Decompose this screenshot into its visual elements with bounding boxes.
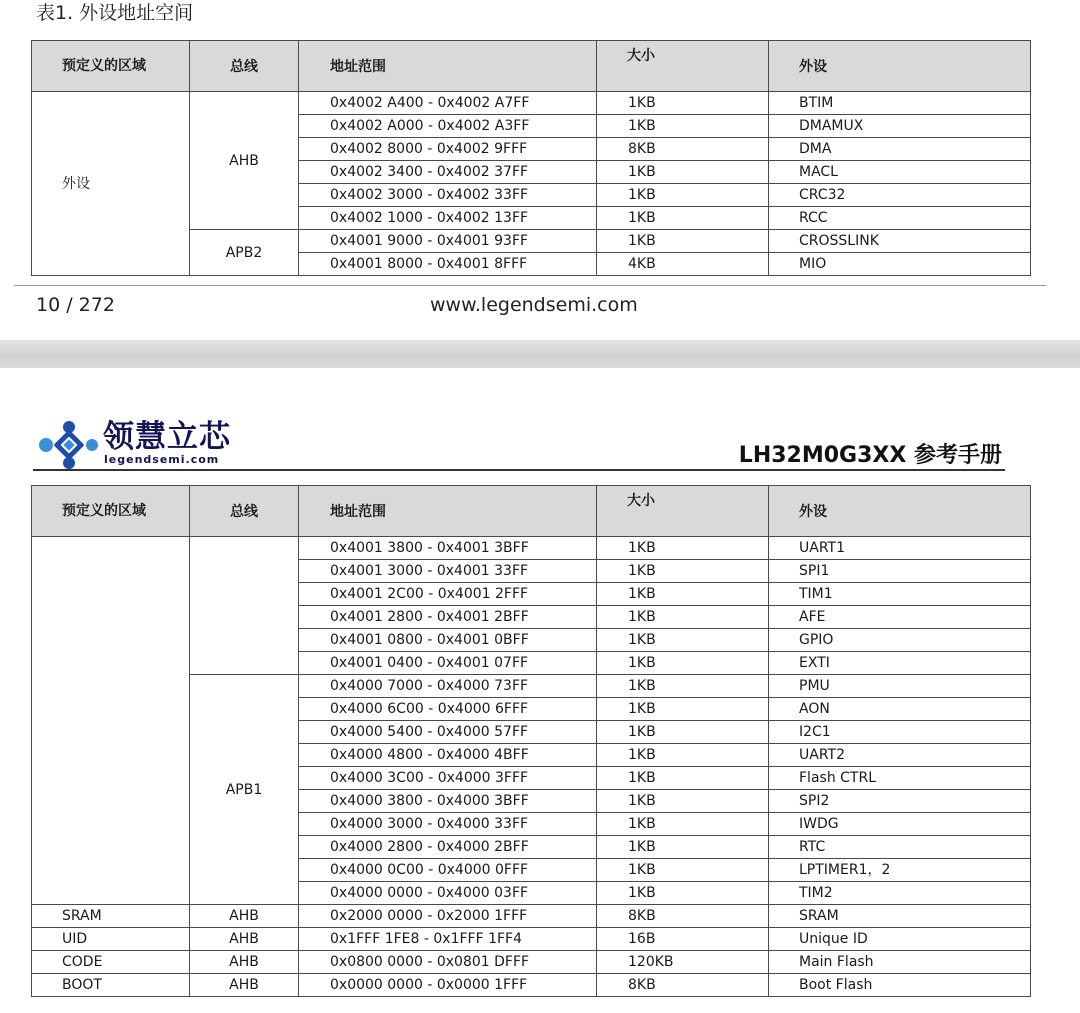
size-cell: 1KB: [597, 629, 769, 652]
region-cell: SRAM: [32, 905, 190, 928]
header-region: 预定义的区域: [32, 41, 190, 92]
size-cell: 8KB: [597, 974, 769, 997]
peripheral-cell: CROSSLINK: [769, 230, 1031, 253]
address-cell: 0x0800 0000 - 0x0801 DFFF: [299, 951, 597, 974]
header-peripheral: 外设: [769, 41, 1031, 92]
size-cell: 4KB: [597, 253, 769, 276]
address-cell: 0x4001 2800 - 0x4001 2BFF: [299, 606, 597, 629]
table-row: [32, 974, 1031, 997]
size-cell: 1KB: [597, 767, 769, 790]
address-cell: 0x4000 0C00 - 0x4000 0FFF: [299, 859, 597, 882]
address-cell: 0x1FFF 1FE8 - 0x1FFF 1FF4: [299, 928, 597, 951]
address-cell: 0x4002 A400 - 0x4002 A7FF: [299, 92, 597, 115]
address-cell: 0x4001 3000 - 0x4001 33FF: [299, 560, 597, 583]
table-row: [32, 905, 1031, 928]
logo-wordmark-en: legendsemi.com: [104, 453, 220, 466]
peripheral-cell: RCC: [769, 207, 1031, 230]
footer-url: www.legendsemi.com: [430, 294, 638, 316]
footer-divider: [14, 285, 1046, 286]
header-address: 地址范围: [299, 41, 597, 92]
size-cell: 1KB: [597, 115, 769, 138]
address-cell: 0x4002 3000 - 0x4002 33FF: [299, 184, 597, 207]
size-cell: 1KB: [597, 813, 769, 836]
peripheral-cell: I2C1: [769, 721, 1031, 744]
size-cell: 1KB: [597, 882, 769, 905]
page-gap: [0, 340, 1080, 368]
peripheral-cell: UART2: [769, 744, 1031, 767]
size-cell: 1KB: [597, 184, 769, 207]
header-divider: [33, 469, 1005, 471]
size-cell: 1KB: [597, 652, 769, 675]
size-cell: 1KB: [597, 744, 769, 767]
header-bus: 总线: [190, 41, 299, 92]
size-cell: 1KB: [597, 560, 769, 583]
address-cell: 0x4001 2C00 - 0x4001 2FFF: [299, 583, 597, 606]
table-header-row: [32, 41, 1031, 92]
peripheral-cell: Flash CTRL: [769, 767, 1031, 790]
size-cell: 120KB: [597, 951, 769, 974]
address-cell: 0x4000 3800 - 0x4000 3BFF: [299, 790, 597, 813]
address-cell: 0x4001 8000 - 0x4001 8FFF: [299, 253, 597, 276]
peripheral-cell: MACL: [769, 161, 1031, 184]
size-cell: 1KB: [597, 721, 769, 744]
table-row: [32, 951, 1031, 974]
address-cell: 0x2000 0000 - 0x2000 1FFF: [299, 905, 597, 928]
bus-cell: AHB: [190, 974, 299, 997]
peripheral-cell: AFE: [769, 606, 1031, 629]
address-cell: 0x0000 0000 - 0x0000 1FFF: [299, 974, 597, 997]
address-cell: 0x4000 3C00 - 0x4000 3FFF: [299, 767, 597, 790]
region-cell: UID: [32, 928, 190, 951]
peripheral-cell: DMA: [769, 138, 1031, 161]
peripheral-cell: DMAMUX: [769, 115, 1031, 138]
address-cell: 0x4000 7000 - 0x4000 73FF: [299, 675, 597, 698]
size-cell: 1KB: [597, 583, 769, 606]
peripheral-cell: PMU: [769, 675, 1031, 698]
bus-cell: [190, 537, 299, 675]
bus-cell: AHB: [190, 951, 299, 974]
peripheral-cell: UART1: [769, 537, 1031, 560]
size-cell: 1KB: [597, 790, 769, 813]
header-bus: 总线: [190, 486, 299, 537]
peripheral-cell: SRAM: [769, 905, 1031, 928]
header-size: 大小: [597, 486, 769, 537]
bus-cell: APB1: [190, 675, 299, 905]
address-cell: 0x4001 3800 - 0x4001 3BFF: [299, 537, 597, 560]
peripheral-cell: Main Flash: [769, 951, 1031, 974]
address-cell: 0x4002 1000 - 0x4002 13FF: [299, 207, 597, 230]
peripheral-cell: AON: [769, 698, 1031, 721]
size-cell: 1KB: [597, 698, 769, 721]
peripheral-cell: SPI1: [769, 560, 1031, 583]
header-region: 预定义的区域: [32, 486, 190, 537]
size-cell: 1KB: [597, 92, 769, 115]
table-row: [32, 928, 1031, 951]
bus-cell: AHB: [190, 905, 299, 928]
peripheral-cell: EXTI: [769, 652, 1031, 675]
size-cell: 1KB: [597, 537, 769, 560]
document-title: LH32M0G3XX 参考手册: [738, 443, 1002, 468]
header-address: 地址范围: [299, 486, 597, 537]
peripheral-cell: TIM1: [769, 583, 1031, 606]
address-cell: 0x4000 3000 - 0x4000 33FF: [299, 813, 597, 836]
size-cell: 1KB: [597, 606, 769, 629]
size-cell: 1KB: [597, 859, 769, 882]
peripheral-cell: SPI2: [769, 790, 1031, 813]
table-row: [32, 537, 1031, 560]
address-cell: 0x4000 4800 - 0x4000 4BFF: [299, 744, 597, 767]
address-table-2: [31, 485, 1031, 997]
peripheral-cell: CRC32: [769, 184, 1031, 207]
peripheral-cell: LPTIMER1，2: [769, 859, 1031, 882]
legendsemi-logo-icon: [38, 420, 100, 470]
peripheral-cell: GPIO: [769, 629, 1031, 652]
peripheral-cell: Boot Flash: [769, 974, 1031, 997]
peripheral-cell: TIM2: [769, 882, 1031, 905]
address-cell: 0x4001 0400 - 0x4001 07FF: [299, 652, 597, 675]
address-cell: 0x4000 2800 - 0x4000 2BFF: [299, 836, 597, 859]
address-cell: 0x4000 0000 - 0x4000 03FF: [299, 882, 597, 905]
address-cell: 0x4002 3400 - 0x4002 37FF: [299, 161, 597, 184]
size-cell: 1KB: [597, 230, 769, 253]
size-cell: 16B: [597, 928, 769, 951]
peripheral-cell: BTIM: [769, 92, 1031, 115]
address-cell: 0x4002 A000 - 0x4002 A3FF: [299, 115, 597, 138]
table-caption: 表1. 外设地址空间: [36, 2, 194, 24]
size-cell: 1KB: [597, 207, 769, 230]
size-cell: 1KB: [597, 675, 769, 698]
address-cell: 0x4000 6C00 - 0x4000 6FFF: [299, 698, 597, 721]
bus-cell: APB2: [190, 230, 299, 276]
table-row: [32, 92, 1031, 115]
logo-wordmark-cn: 领慧立芯: [103, 419, 231, 455]
address-cell: 0x4002 8000 - 0x4002 9FFF: [299, 138, 597, 161]
header-size: 大小: [597, 41, 769, 92]
peripheral-cell: IWDG: [769, 813, 1031, 836]
size-cell: 8KB: [597, 138, 769, 161]
address-cell: 0x4001 9000 - 0x4001 93FF: [299, 230, 597, 253]
peripheral-cell: MIO: [769, 253, 1031, 276]
address-cell: 0x4001 0800 - 0x4001 0BFF: [299, 629, 597, 652]
size-cell: 8KB: [597, 905, 769, 928]
bus-cell: AHB: [190, 928, 299, 951]
peripheral-cell: Unique ID: [769, 928, 1031, 951]
region-cell: CODE: [32, 951, 190, 974]
page-number: 10 / 272: [36, 294, 115, 316]
region-cell: BOOT: [32, 974, 190, 997]
peripheral-cell: RTC: [769, 836, 1031, 859]
region-cell: [32, 537, 190, 905]
header-peripheral: 外设: [769, 486, 1031, 537]
table-header-row: [32, 486, 1031, 537]
size-cell: 1KB: [597, 836, 769, 859]
bus-cell: AHB: [190, 92, 299, 230]
size-cell: 1KB: [597, 161, 769, 184]
region-cell: 外设: [32, 92, 190, 276]
address-table-1: [31, 40, 1031, 276]
address-cell: 0x4000 5400 - 0x4000 57FF: [299, 721, 597, 744]
